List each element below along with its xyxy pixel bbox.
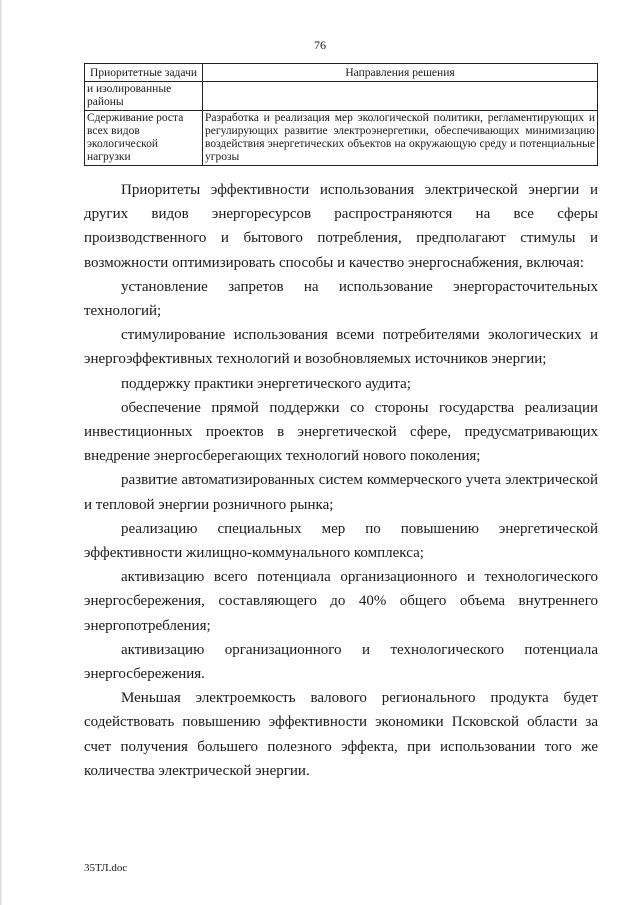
task-cell: и изолированные районы bbox=[85, 82, 203, 111]
list-item: реализацию специальных мер по повышению энергетической эффективности жилищно-коммунального комплекса; bbox=[84, 520, 598, 562]
direction-cell bbox=[203, 111, 598, 166]
table-row bbox=[85, 111, 598, 166]
list-item: поддержку практики энергетического аудита; bbox=[121, 375, 411, 392]
list-item: установление запретов на использование энергорасточительных технологий; bbox=[84, 278, 598, 320]
header-directions: Направления решения bbox=[203, 64, 598, 82]
table-header-row bbox=[85, 64, 598, 82]
list-item: активизацию организационного и технологического потенциала энергосбережения. bbox=[84, 641, 598, 683]
footer-filename: 35ТЛ.doc bbox=[84, 862, 128, 874]
document-body bbox=[84, 178, 598, 783]
task-cell: Сдерживание роста всех видов экологической нагрузки bbox=[85, 111, 203, 166]
header-tasks: Приоритетные задачи bbox=[85, 64, 203, 82]
priorities-table bbox=[84, 63, 598, 166]
table-row bbox=[85, 82, 598, 111]
list-item: активизацию всего потенциала организационного и технологического энергосбережения, составляющего до 40% общего объема внутреннего энергопотребления; bbox=[84, 569, 598, 634]
page-number: 76 bbox=[314, 38, 326, 52]
list-item: стимулирование использования всеми потребителями экологических и энергоэффективных технологий и возобновляемых источников энергии; bbox=[84, 327, 598, 368]
list-item: развитие автоматизированных систем коммерческого учета электрической и тепловой энергии розничного рынка; bbox=[84, 472, 598, 513]
direction-cell bbox=[203, 82, 598, 111]
page-edge bbox=[0, 0, 3, 905]
list-item: обеспечение прямой поддержки со стороны государства реализации инвестиционных проектов в энергетической сфере, предусматривающих внедрение энергосберегающих технологий нового поколения; bbox=[84, 399, 598, 465]
paragraph: Меньшая электроемкость валового регионального продукта будет содействовать повышению эффективности экономики Псковской области за счет получения большего полезного эффекта, при использовании того же количества электрической энергии. bbox=[84, 690, 598, 779]
direction-text: Разработка и реализация мер экологической политики, регламентирующих и регулирующих развитие электроэнергетики, обеспечивающих минимизацию воздействия энергетических объектов на окружающую среду и потенциальные угрозы bbox=[205, 112, 595, 163]
paragraph: Приоритеты эффективности использования электрической энергии и других видов энергоресурсов распространяются на все сферы производственного и бытового потребления, предполагают стимулы и возможности оптимизировать способы и качество энергоснабжения, включая: bbox=[84, 182, 598, 271]
